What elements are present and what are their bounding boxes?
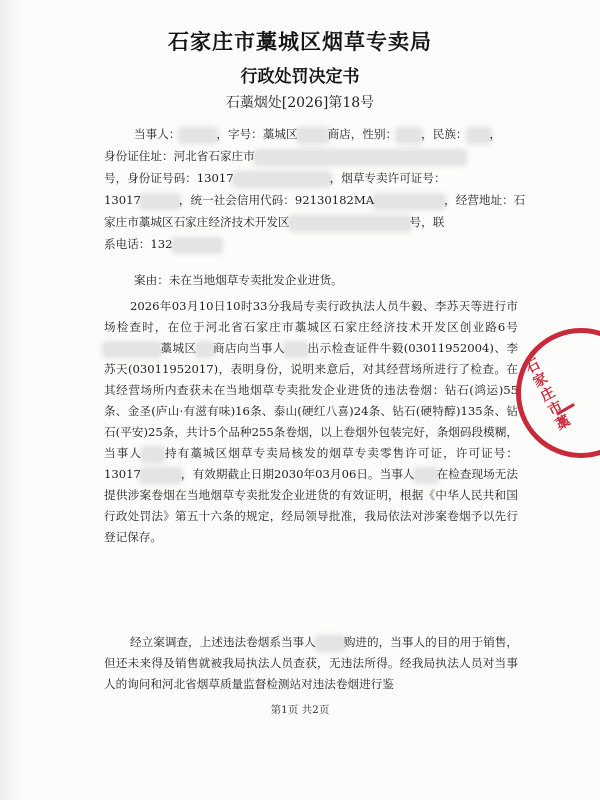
party-line-5 <box>104 214 444 230</box>
redacted-trade-name <box>298 129 328 142</box>
document-type-title: 行政处罚决定书 <box>240 67 360 87</box>
investigation-paragraph <box>104 632 518 695</box>
business-address-text: 家庄市藁城区石家庄经济技术开发区 <box>104 215 290 229</box>
redacted-business-address <box>290 217 410 230</box>
redacted-shop-name <box>197 343 213 356</box>
party-line-3 <box>104 170 446 186</box>
phone-label: 系电话：132 <box>104 237 173 251</box>
page-indicator: 第1页 共2页 <box>270 704 330 716</box>
redacted-permit-number <box>141 469 181 482</box>
facts-text-2: 藁城区 <box>160 341 197 355</box>
redacted-credit-code <box>374 195 444 208</box>
facts-text-4: 出示检查证件牛毅(03011952004)、李苏天(03011952017)，表明身份，说明来意后，对其经营场所进行了检查。在其经营场所内查获未在当地烟草专卖批发企业进货的违法卷烟：钻石(鸿运)55条、金圣(庐山·有滋有味)16条、泰山(硬红八喜)24条、钻石(硬特醇)135条、钻石(平安)25条，共计5个品种255条卷烟，以上卷烟外包装完好，条烟码段模糊，当事人 <box>104 341 518 460</box>
party-line-6 <box>104 236 221 252</box>
redacted-address-number <box>104 343 160 356</box>
id-number-label: 号，身份证号码：13017 <box>104 171 234 185</box>
punctuation: ， <box>489 127 502 141</box>
seal-text: 石家庄市藁 <box>521 355 573 435</box>
issuing-authority-title: 石家庄市藁城区烟草专卖局 <box>168 29 432 54</box>
case-cause: 案由：未在当地烟草专卖批发企业进货。 <box>134 273 343 287</box>
gender-label: 商店，性别： <box>327 127 398 141</box>
redacted-license-number <box>141 195 179 208</box>
redacted-party-name <box>285 343 307 356</box>
facts-text-6: ，有效期截止日期2030年03月06日。当事人 <box>180 467 415 481</box>
redacted-name <box>180 129 216 142</box>
phone-label-prefix: 号，联 <box>409 215 445 229</box>
party-line-1 <box>134 126 501 142</box>
ethnicity-label: ，民族： <box>421 127 468 141</box>
license-number-label: ，烟草专卖许可证号： <box>329 171 446 185</box>
redacted-source <box>316 637 344 650</box>
scan-edge-shadow <box>0 0 22 800</box>
facts-text-3: 商店向当事人 <box>212 341 286 355</box>
redacted-party-name-3 <box>415 469 437 482</box>
redacted-gender <box>397 129 421 142</box>
business-address-label: ，经营地址：石 <box>444 193 526 207</box>
document-number: 石藁烟处[2026]第18号 <box>225 95 375 111</box>
party-line-4 <box>104 192 525 208</box>
investigation-text-2: 购进的，当事人的目的用于销售，但还未来得及销售就被我局执法人员查获，无违法所得。经我局执法人员对当事人的询问和河北省烟草质量监督检测站对违法卷烟进行鉴 <box>104 635 518 691</box>
facts-text-1: 2026年03月10日10时33分我局专卖行政执法人员牛毅、李苏天等进行市场检查时，在位于河北省石家庄市藁城区石家庄经济技术开发区创业路6号 <box>104 299 518 334</box>
redacted-address <box>255 151 465 164</box>
party-line-2 <box>104 148 465 164</box>
trade-name-label: ，字号：藁城区 <box>216 127 298 141</box>
redacted-ethnicity <box>468 129 490 142</box>
redacted-party-name-2 <box>142 448 164 461</box>
party-label: 当事人： <box>134 127 181 141</box>
facts-text-5: 持有藁城区烟草专卖局核发的烟草专卖零售许可证，许可证号：13017 <box>104 446 518 481</box>
id-address-label: 身份证住址：河北省石家庄市 <box>104 149 255 163</box>
redacted-id-number <box>234 173 330 186</box>
investigation-text-1: 经立案调查，上述违法卷烟系当事人 <box>130 635 316 649</box>
license-number-prefix: 13017 <box>104 193 141 207</box>
facts-text-7: 在检查现场无法提供涉案卷烟在当地烟草专卖批发企业进货的有效证明，根据《中华人民共和国行政处罚法》第五十六条的规定，经局领导批准，我局依法对涉案卷烟予以先行登记保存。 <box>104 467 518 544</box>
facts-paragraph <box>104 296 518 548</box>
credit-code-label: ，统一社会信用代码：92130182MA <box>178 193 375 207</box>
redacted-phone <box>173 239 221 252</box>
official-seal <box>516 328 600 458</box>
